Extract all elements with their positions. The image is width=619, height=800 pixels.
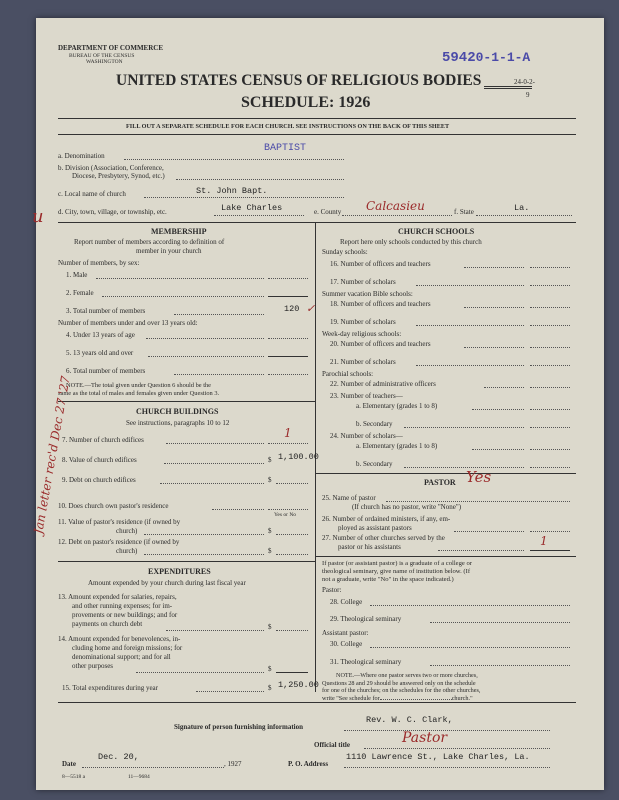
dots: [144, 534, 264, 535]
dots: [342, 215, 452, 216]
q24a-label: a. Elementary (grades 1 to 8): [356, 442, 438, 450]
schools-heading: CHURCH SCHOOLS: [398, 227, 475, 236]
schools-sub: Report here only schools conducted by this church: [340, 238, 482, 246]
dots: [364, 748, 550, 749]
official-title-label: Official title: [314, 741, 350, 749]
dots: [268, 443, 308, 444]
q30-label: 30. College: [330, 640, 363, 648]
dots: [214, 215, 304, 216]
corner-code-line2: [484, 88, 532, 89]
dots: [472, 409, 524, 410]
q23-label: 23. Number of teachers—: [330, 392, 403, 400]
department-label: DEPARTMENT OF COMMERCE: [58, 44, 164, 52]
rule: [58, 561, 315, 562]
buildings-heading: CHURCH BUILDINGS: [136, 407, 219, 416]
dots: [416, 285, 524, 286]
membership-note: NOTE.—The total given under Question 6 should be the: [66, 382, 212, 389]
q27-value: 1: [540, 534, 548, 548]
q13-line-4: payments on church debt: [72, 620, 143, 628]
dots: [530, 307, 570, 308]
q14-line-4: other purposes: [72, 662, 114, 670]
dots: [530, 467, 570, 468]
q15-dollar: $: [268, 684, 272, 692]
dots: [276, 534, 308, 535]
q7-value: 1: [284, 426, 292, 440]
q14-line-1: 14. Amount expended for benevolences, in-: [58, 635, 181, 643]
stamp-number: 59420-1-1-A: [442, 50, 531, 66]
q31-label: 31. Theological seminary: [330, 658, 402, 666]
county-value: Calcasieu: [366, 199, 425, 213]
assistant-sublabel: Assistant pastor:: [322, 629, 369, 637]
q14-line-3: denominational support; and for all: [72, 653, 171, 661]
city-label: WASHINGTON: [86, 59, 123, 65]
dots: [212, 509, 264, 510]
q15-label: 15. Total expenditures during year: [62, 684, 158, 692]
date-year: , 1927: [224, 760, 242, 768]
q3-label: 3. Total number of members: [66, 307, 146, 315]
q8-label: 8. Value of church edifices: [62, 456, 137, 464]
dots: [268, 374, 308, 375]
summer-label: Summer vacation Bible schools:: [322, 290, 413, 298]
by-sex-label: Number of members, by sex:: [58, 259, 140, 267]
city-label: d. City, town, village, or township, etc.: [58, 208, 167, 216]
q13-line-1: 13. Amount expended for salaries, repairs,: [58, 593, 177, 601]
corner-code-line: [484, 86, 532, 87]
q14-label: [58, 635, 182, 671]
dots: [416, 365, 524, 366]
rule: [58, 134, 576, 135]
dots: [146, 338, 264, 339]
pastor-note-line-1: NOTE.—Where one pastor serves two or more churches,: [336, 672, 478, 679]
dots: [530, 365, 570, 366]
q10-note: Yes or No: [274, 512, 297, 518]
po-address-label: P. O. Address: [288, 760, 329, 768]
dots: [386, 501, 570, 502]
dots: [136, 672, 264, 673]
dots: [484, 387, 524, 388]
division-label: b. Division (Association, Conference,: [58, 164, 164, 172]
q21-label: 21. Number of scholars: [330, 358, 396, 366]
pastor-mark: Yes: [466, 468, 492, 486]
expenditures-heading: EXPENDITURES: [148, 567, 211, 576]
q13-dollar: $: [268, 623, 272, 631]
membership-intro: Report number of members according to definition of: [74, 238, 225, 246]
q25-label: 25. Name of pastor: [322, 494, 376, 502]
element: [380, 699, 452, 700]
date-label: Date: [62, 760, 76, 768]
bureau-label: BUREAU OF THE CENSUS: [69, 53, 135, 59]
rule: [58, 118, 576, 119]
q13-line-2: and other running expenses; for im-: [72, 602, 173, 610]
graduate-note-3: not a graduate, write "No" in the space indicated.): [322, 576, 454, 583]
q20-label: 20. Number of officers and teachers: [330, 340, 431, 348]
q23b-label: b. Secondary: [356, 420, 393, 428]
q4-label: 4. Under 13 years of age: [66, 331, 135, 339]
sunday-label: Sunday schools:: [322, 248, 368, 256]
dots: [276, 554, 308, 555]
dots: [530, 387, 570, 388]
q26-label-2: ployed as assistant pastors: [338, 524, 412, 532]
dots: [530, 347, 570, 348]
pastor-note-line-2: Questions 28 and 29 should be answered only on the schedule: [322, 679, 476, 687]
dots: [196, 691, 264, 692]
dots: [124, 159, 344, 160]
rule: [268, 356, 308, 357]
dots: [174, 374, 264, 375]
dots: [404, 467, 524, 468]
q18-label: 18. Number of officers and teachers: [330, 300, 431, 308]
dots: [166, 443, 264, 444]
q9-label: 9. Debt on church edifices: [62, 476, 136, 484]
official-title-value: Pastor: [402, 730, 448, 746]
q3-value: 120: [284, 304, 300, 314]
rule: [58, 702, 576, 703]
membership-heading: MEMBERSHIP: [151, 227, 207, 236]
signature-value: Rev. W. C. Clark,: [366, 715, 453, 725]
page-title: UNITED STATES CENSUS OF RELIGIOUS BODIES: [116, 72, 482, 89]
pastor-heading: PASTOR: [424, 478, 456, 487]
dots: [530, 285, 570, 286]
pastor-sublabel: Pastor:: [322, 586, 342, 594]
corner-code-bottom: 9: [526, 91, 530, 99]
graduate-note-2: theological seminary, give name of institution below. (If: [322, 568, 471, 575]
q6-label: 6. Total number of members: [66, 367, 146, 375]
dots: [276, 483, 308, 484]
dots: [438, 550, 524, 551]
q12-label-2: church): [116, 547, 138, 555]
rule: [276, 672, 308, 673]
q8-value: 1,100.00: [278, 452, 319, 462]
q7-label: 7. Number of church edifices: [62, 436, 144, 444]
church-name-value: St. John Bapt.: [196, 186, 268, 196]
margin-mark: u: [32, 206, 44, 227]
expenditures-sub: Amount expended by your church during last fiscal year: [88, 579, 246, 587]
census-schedule-sheet: [31, 18, 604, 790]
pastor-note-text: write "See schedule for: [322, 694, 380, 702]
q13-line-3: provements or new buildings; and for: [72, 611, 178, 619]
q14-dollar: $: [268, 665, 272, 673]
q11-dollar: $: [268, 527, 272, 535]
dots: [530, 409, 570, 410]
dots: [370, 605, 570, 606]
dots: [176, 179, 344, 180]
q24b-label: b. Secondary: [356, 460, 393, 468]
q12-dollar: $: [268, 547, 272, 555]
dots: [102, 296, 264, 297]
dots: [464, 347, 524, 348]
dots: [268, 509, 308, 510]
dots: [344, 767, 550, 768]
weekday-label: Week-day religious schools:: [322, 330, 402, 338]
dots: [530, 531, 570, 532]
rule: [315, 556, 576, 557]
q5-label: 5. 13 years old and over: [66, 349, 134, 357]
po-address-value: 1110 Lawrence St., Lake Charles, La.: [346, 752, 530, 762]
parochial-label: Parochial schools:: [322, 370, 374, 378]
corner-code-top: 24-0-2-: [514, 78, 535, 86]
q9-dollar: $: [268, 476, 272, 484]
age-label: Number of members under and over 13 years old:: [58, 319, 198, 327]
rule: [268, 296, 308, 297]
q15-value: 1,250.00: [278, 680, 319, 690]
q14-line-2: cluding home and foreign missions; for: [72, 644, 183, 652]
dots: [530, 267, 570, 268]
dots: [430, 622, 570, 623]
q25-note: (If church has no pastor, write "None"): [352, 503, 462, 511]
rule: [58, 401, 315, 402]
print-code-2: 11—9684: [128, 774, 150, 780]
rule: [315, 473, 576, 474]
state-value: La.: [514, 203, 530, 213]
q12-label: 12. Debt on pastor's residence (if owned by: [58, 538, 180, 546]
dots: [276, 630, 308, 631]
denomination-label: a. Denomination: [58, 152, 105, 160]
dots: [174, 314, 264, 315]
membership-note-2: same as the total of males and females given under Question 3.: [58, 390, 220, 397]
q23a-label: a. Elementary (grades 1 to 8): [356, 402, 438, 410]
instruction-banner: FILL OUT A SEPARATE SCHEDULE FOR EACH CHURCH. SEE INSTRUCTIONS ON THE BACK OF THIS SHEET: [126, 123, 450, 130]
pastor-note-line-3: for one of the churches; on the schedules for the other churches,: [322, 687, 481, 695]
dots: [530, 427, 570, 428]
dots: [144, 554, 264, 555]
q19-label: 19. Number of scholars: [330, 318, 396, 326]
dots: [148, 356, 264, 357]
dots: [268, 338, 308, 339]
buildings-sub: See instructions, paragraphs 10 to 12: [126, 419, 230, 427]
q24-label: 24. Number of scholars—: [330, 432, 403, 440]
city-value: Lake Charles: [221, 203, 283, 213]
q16-label: 16. Number of officers and teachers: [330, 260, 431, 268]
q13-label: [58, 593, 177, 629]
check-mark: ✓: [306, 302, 316, 315]
division-label-2: Diocese, Presbytery, Synod, etc.): [72, 172, 165, 180]
q10-label: 10. Does church own pastor's residence: [58, 502, 169, 510]
margin-note: Jan letter rec'd Dec 27 '27: [31, 374, 73, 536]
date-value: Dec. 20,: [98, 752, 139, 762]
q2-label: 2. Female: [66, 289, 94, 297]
q28-label: 28. College: [330, 598, 363, 606]
dots: [464, 267, 524, 268]
dots: [164, 463, 264, 464]
q17-label: 17. Number of scholars: [330, 278, 396, 286]
dots: [370, 647, 570, 648]
q27-label-2: pastor or his assistants: [338, 543, 401, 551]
dots: [82, 767, 224, 768]
dots: [464, 307, 524, 308]
schedule-title: SCHEDULE: 1926: [241, 94, 371, 111]
dots: [268, 278, 308, 279]
q22-label: 22. Number of administrative officers: [330, 380, 436, 388]
dots: [476, 215, 572, 216]
dots: [96, 278, 264, 279]
print-code: 8—5518 a: [62, 774, 86, 780]
membership-intro-2: member in your church: [136, 247, 202, 255]
dots: [530, 325, 570, 326]
q29-label: 29. Theological seminary: [330, 615, 402, 623]
dots: [416, 325, 524, 326]
pastor-note: [322, 672, 480, 702]
q11-label: 11. Value of pastor's residence (if owned by: [58, 518, 181, 526]
signature-label: Signature of person furnishing information: [174, 723, 303, 731]
church-name-label: c. Local name of church: [58, 190, 126, 198]
state-label: f. State: [454, 208, 474, 216]
rule: [530, 550, 570, 551]
denomination-value: BAPTIST: [264, 143, 307, 154]
county-label: e. County: [314, 208, 342, 216]
dots: [430, 665, 570, 666]
dots: [472, 449, 524, 450]
q11-label-2: church): [116, 527, 138, 535]
q26-label: 26. Number of ordained ministers, if any, em-: [322, 515, 451, 523]
dots: [454, 531, 524, 532]
graduate-note: If pastor (or assistant pastor) is a graduate of a college or: [322, 560, 472, 567]
dots: [166, 630, 264, 631]
dots: [144, 197, 344, 198]
dots: [530, 449, 570, 450]
q1-label: 1. Male: [66, 271, 88, 279]
pastor-note-text: church.": [451, 694, 473, 702]
q8-dollar: $: [268, 456, 272, 464]
q27-label: 27. Number of other churches served by the: [322, 534, 445, 542]
rule: [58, 222, 576, 223]
dots: [160, 483, 264, 484]
dots: [404, 427, 524, 428]
